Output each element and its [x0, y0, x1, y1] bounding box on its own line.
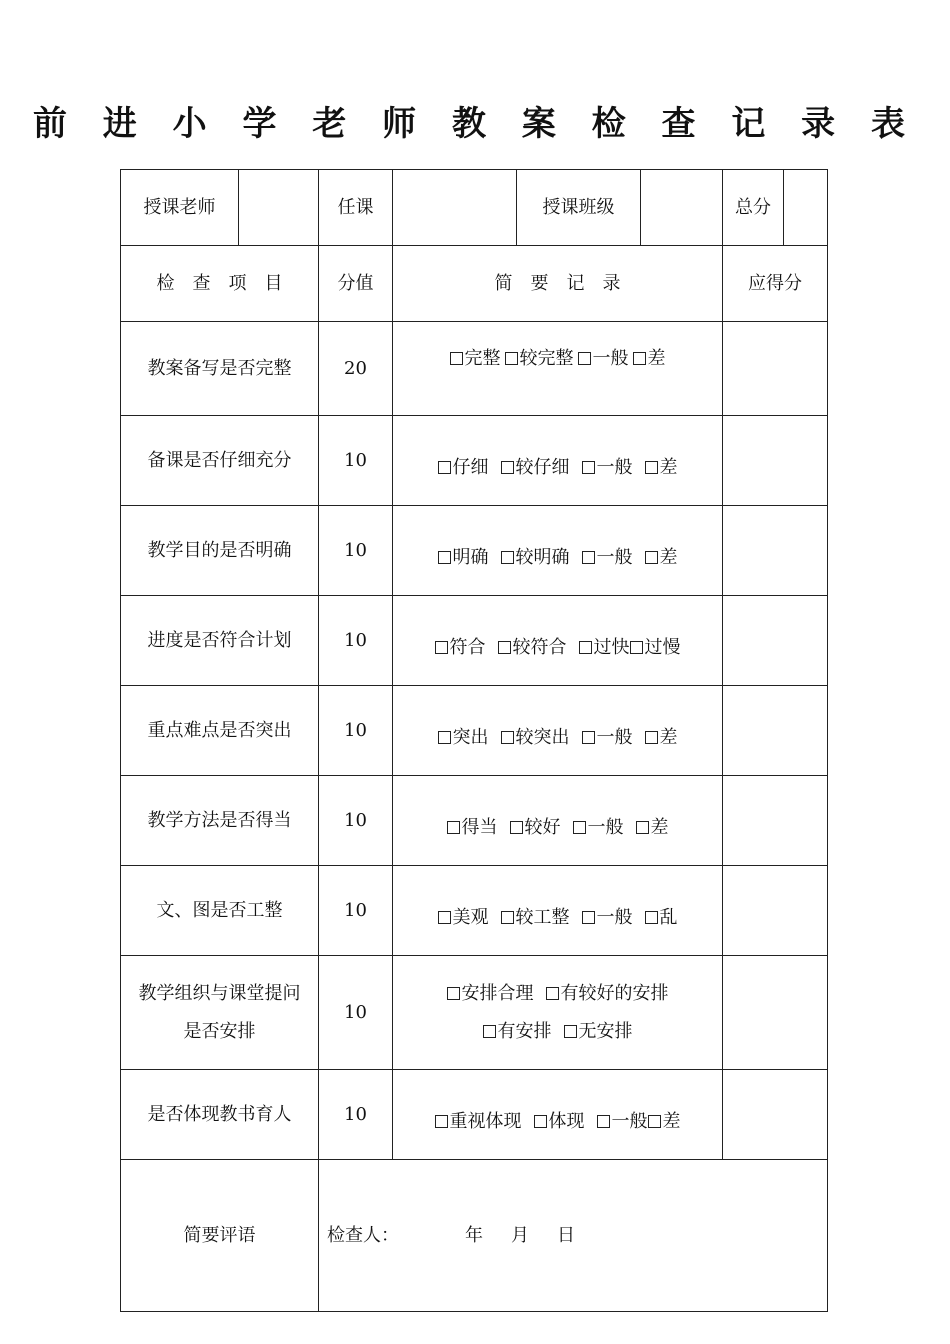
- checkbox-icon[interactable]: [546, 987, 559, 1000]
- checkbox-icon[interactable]: [501, 551, 514, 564]
- check-points: 10: [319, 596, 393, 686]
- column-header-record: [393, 246, 723, 322]
- checkbox-icon[interactable]: [582, 731, 595, 744]
- table-row: [121, 866, 828, 956]
- checkbox-icon[interactable]: [501, 731, 514, 744]
- table-row: [121, 596, 828, 686]
- total-label: 总分: [723, 170, 784, 246]
- option-label: 突出: [452, 726, 489, 748]
- option-line: [393, 975, 722, 1013]
- option[interactable]: [579, 629, 630, 667]
- month-label: 月: [511, 1224, 529, 1246]
- checkbox-icon[interactable]: [435, 1115, 448, 1128]
- inspection-form-table: [120, 169, 828, 1312]
- option-label: 明确: [452, 546, 489, 568]
- option[interactable]: [645, 449, 678, 487]
- checkbox-icon[interactable]: [564, 1025, 577, 1038]
- option-label: 一般: [596, 906, 633, 928]
- option-line: [393, 1013, 722, 1051]
- option[interactable]: [438, 449, 489, 487]
- option[interactable]: [633, 340, 666, 378]
- course-field[interactable]: [393, 170, 517, 246]
- table-row: [121, 1070, 828, 1160]
- checkbox-icon[interactable]: [633, 352, 646, 365]
- check-options: [393, 956, 723, 1070]
- option-label: 仔细: [452, 456, 489, 478]
- column-header-points: 分值: [319, 246, 393, 322]
- check-options: [393, 322, 723, 416]
- check-points: 10: [319, 416, 393, 506]
- checkbox-icon[interactable]: [578, 352, 591, 365]
- check-points: 10: [319, 956, 393, 1070]
- checkbox-icon[interactable]: [483, 1025, 496, 1038]
- check-points: 10: [319, 686, 393, 776]
- checkbox-icon[interactable]: [648, 1115, 661, 1128]
- option-label: 过快: [593, 636, 630, 658]
- check-item: 备课是否仔细充分: [121, 416, 319, 506]
- checkbox-icon[interactable]: [438, 911, 451, 924]
- check-item: [121, 956, 319, 1070]
- column-header-item: [121, 246, 319, 322]
- option-label: 较好: [524, 816, 561, 838]
- option-label: 乱: [659, 906, 678, 928]
- year-label: 年: [465, 1224, 483, 1246]
- option-label: 差: [647, 348, 666, 369]
- check-options: [393, 1070, 723, 1160]
- option-label: 符合: [449, 636, 486, 658]
- option-label: 差: [659, 726, 678, 748]
- option[interactable]: [435, 629, 486, 667]
- option[interactable]: [438, 539, 489, 577]
- option[interactable]: [578, 340, 629, 378]
- checkbox-icon[interactable]: [438, 461, 451, 474]
- course-label: 任课: [319, 170, 393, 246]
- option[interactable]: [573, 809, 624, 847]
- option[interactable]: [435, 1103, 522, 1141]
- option[interactable]: [447, 975, 534, 1013]
- check-points: 10: [319, 866, 393, 956]
- checkbox-icon[interactable]: [450, 352, 463, 365]
- score-field[interactable]: [723, 506, 828, 596]
- option[interactable]: [438, 899, 489, 937]
- check-item-line: 教学组织与课堂提问: [138, 982, 301, 1004]
- check-item: 教学目的是否明确: [121, 506, 319, 596]
- option[interactable]: [450, 340, 501, 378]
- option-label: 较完整: [519, 348, 574, 369]
- column-header-record-text: 简 要 记 录: [494, 272, 621, 294]
- option[interactable]: [582, 449, 633, 487]
- check-options: [393, 596, 723, 686]
- option-label: 较符合: [512, 636, 567, 658]
- option[interactable]: [534, 1103, 585, 1141]
- table-row: [121, 506, 828, 596]
- checkbox-icon[interactable]: [636, 821, 649, 834]
- teacher-label: 授课老师: [121, 170, 239, 246]
- option-label: 一般: [592, 348, 629, 369]
- check-item: 进度是否符合计划: [121, 596, 319, 686]
- option-label: 差: [650, 816, 669, 838]
- option-label: 得当: [461, 816, 498, 838]
- checkbox-icon[interactable]: [582, 551, 595, 564]
- option-label: 较明确: [515, 546, 570, 568]
- score-field[interactable]: [723, 1070, 828, 1160]
- option-label: 差: [659, 546, 678, 568]
- score-field[interactable]: [723, 596, 828, 686]
- option-label: 过慢: [644, 636, 681, 658]
- option[interactable]: [438, 719, 489, 757]
- option-label: 一般: [611, 1110, 648, 1132]
- score-field[interactable]: [723, 686, 828, 776]
- score-field[interactable]: [723, 866, 828, 956]
- checkbox-icon[interactable]: [582, 911, 595, 924]
- option[interactable]: [564, 1013, 633, 1051]
- header-row: [121, 170, 828, 246]
- checkbox-icon[interactable]: [435, 641, 448, 654]
- check-points: 10: [319, 1070, 393, 1160]
- option[interactable]: [501, 449, 570, 487]
- score-field[interactable]: [723, 776, 828, 866]
- table-row: [121, 322, 828, 416]
- checkbox-icon[interactable]: [447, 821, 460, 834]
- form-title: 前 进 小 学 老 师 教 案 检 查 记 录 表: [32, 104, 918, 144]
- option-label: 安排合理: [461, 982, 534, 1004]
- option[interactable]: [636, 809, 669, 847]
- option[interactable]: [645, 719, 678, 757]
- checkbox-icon[interactable]: [630, 641, 643, 654]
- checkbox-icon[interactable]: [582, 461, 595, 474]
- checkbox-icon[interactable]: [645, 461, 658, 474]
- score-field[interactable]: [723, 416, 828, 506]
- option-label: 一般: [596, 726, 633, 748]
- comment-row: [121, 1160, 828, 1312]
- check-options: [393, 416, 723, 506]
- class-label: 授课班级: [517, 170, 641, 246]
- checkbox-icon[interactable]: [645, 551, 658, 564]
- option[interactable]: [505, 340, 574, 378]
- option[interactable]: [582, 719, 633, 757]
- checkbox-icon[interactable]: [645, 731, 658, 744]
- option-label: 一般: [596, 546, 633, 568]
- total-field[interactable]: [784, 170, 828, 246]
- day-label: 日: [557, 1224, 575, 1246]
- checkbox-icon[interactable]: [597, 1115, 610, 1128]
- checkbox-icon[interactable]: [505, 352, 518, 365]
- checkbox-icon[interactable]: [573, 821, 586, 834]
- checkbox-icon[interactable]: [534, 1115, 547, 1128]
- option-label: 无安排: [578, 1020, 633, 1042]
- option[interactable]: [597, 1103, 648, 1141]
- column-header-row: [121, 246, 828, 322]
- option[interactable]: [630, 629, 681, 667]
- checkbox-icon[interactable]: [501, 461, 514, 474]
- option-label: 较突出: [515, 726, 570, 748]
- option-label: 完整: [464, 348, 501, 369]
- check-item: 重点难点是否突出: [121, 686, 319, 776]
- option-label: 差: [662, 1110, 681, 1132]
- comment-label: 简要评语: [121, 1160, 319, 1312]
- option[interactable]: [648, 1103, 681, 1141]
- check-item: 教案备写是否完整: [121, 322, 319, 416]
- check-item-line: 是否安排: [183, 1020, 256, 1042]
- option-label: 一般: [587, 816, 624, 838]
- checkbox-icon[interactable]: [645, 911, 658, 924]
- option-label: 体现: [548, 1110, 585, 1132]
- check-points: 10: [319, 776, 393, 866]
- checkbox-icon[interactable]: [438, 551, 451, 564]
- checkbox-icon[interactable]: [498, 641, 511, 654]
- check-item: 文、图是否工整: [121, 866, 319, 956]
- comment-area[interactable]: [319, 1160, 828, 1312]
- option[interactable]: [501, 539, 570, 577]
- column-header-score: 应得分: [723, 246, 828, 322]
- option[interactable]: [447, 809, 498, 847]
- checkbox-icon[interactable]: [510, 821, 523, 834]
- class-field[interactable]: [641, 170, 723, 246]
- option-label: 有安排: [497, 1020, 552, 1042]
- check-options: [393, 506, 723, 596]
- check-item: 教学方法是否得当: [121, 776, 319, 866]
- option[interactable]: [501, 899, 570, 937]
- column-header-item-text: 检 查 项 目: [156, 272, 283, 294]
- option-label: 较工整: [515, 906, 570, 928]
- checker-label: 检查人：: [327, 1224, 399, 1246]
- option[interactable]: [582, 899, 633, 937]
- option[interactable]: [645, 899, 678, 937]
- checkbox-icon[interactable]: [438, 731, 451, 744]
- option-label: 美观: [452, 906, 489, 928]
- option-label: 一般: [596, 456, 633, 478]
- option[interactable]: [501, 719, 570, 757]
- option[interactable]: [510, 809, 561, 847]
- table-row: [121, 956, 828, 1070]
- checkbox-icon[interactable]: [447, 987, 460, 1000]
- check-points: 10: [319, 506, 393, 596]
- option-label: 差: [659, 456, 678, 478]
- score-field[interactable]: [723, 322, 828, 416]
- option[interactable]: [483, 1013, 552, 1051]
- table-row: [121, 416, 828, 506]
- option-label: 有较好的安排: [560, 982, 669, 1004]
- table-row: [121, 686, 828, 776]
- option-label: 较仔细: [515, 456, 570, 478]
- check-points: 20: [319, 322, 393, 416]
- option[interactable]: [546, 975, 669, 1013]
- check-options: [393, 866, 723, 956]
- check-options: [393, 776, 723, 866]
- option[interactable]: [582, 539, 633, 577]
- option[interactable]: [645, 539, 678, 577]
- checkbox-icon[interactable]: [579, 641, 592, 654]
- check-options: [393, 686, 723, 776]
- table-row: [121, 776, 828, 866]
- check-item: 是否体现教书育人: [121, 1070, 319, 1160]
- option[interactable]: [498, 629, 567, 667]
- option-label: 重视体现: [449, 1110, 522, 1132]
- teacher-field[interactable]: [239, 170, 319, 246]
- checkbox-icon[interactable]: [501, 911, 514, 924]
- score-field[interactable]: [723, 956, 828, 1070]
